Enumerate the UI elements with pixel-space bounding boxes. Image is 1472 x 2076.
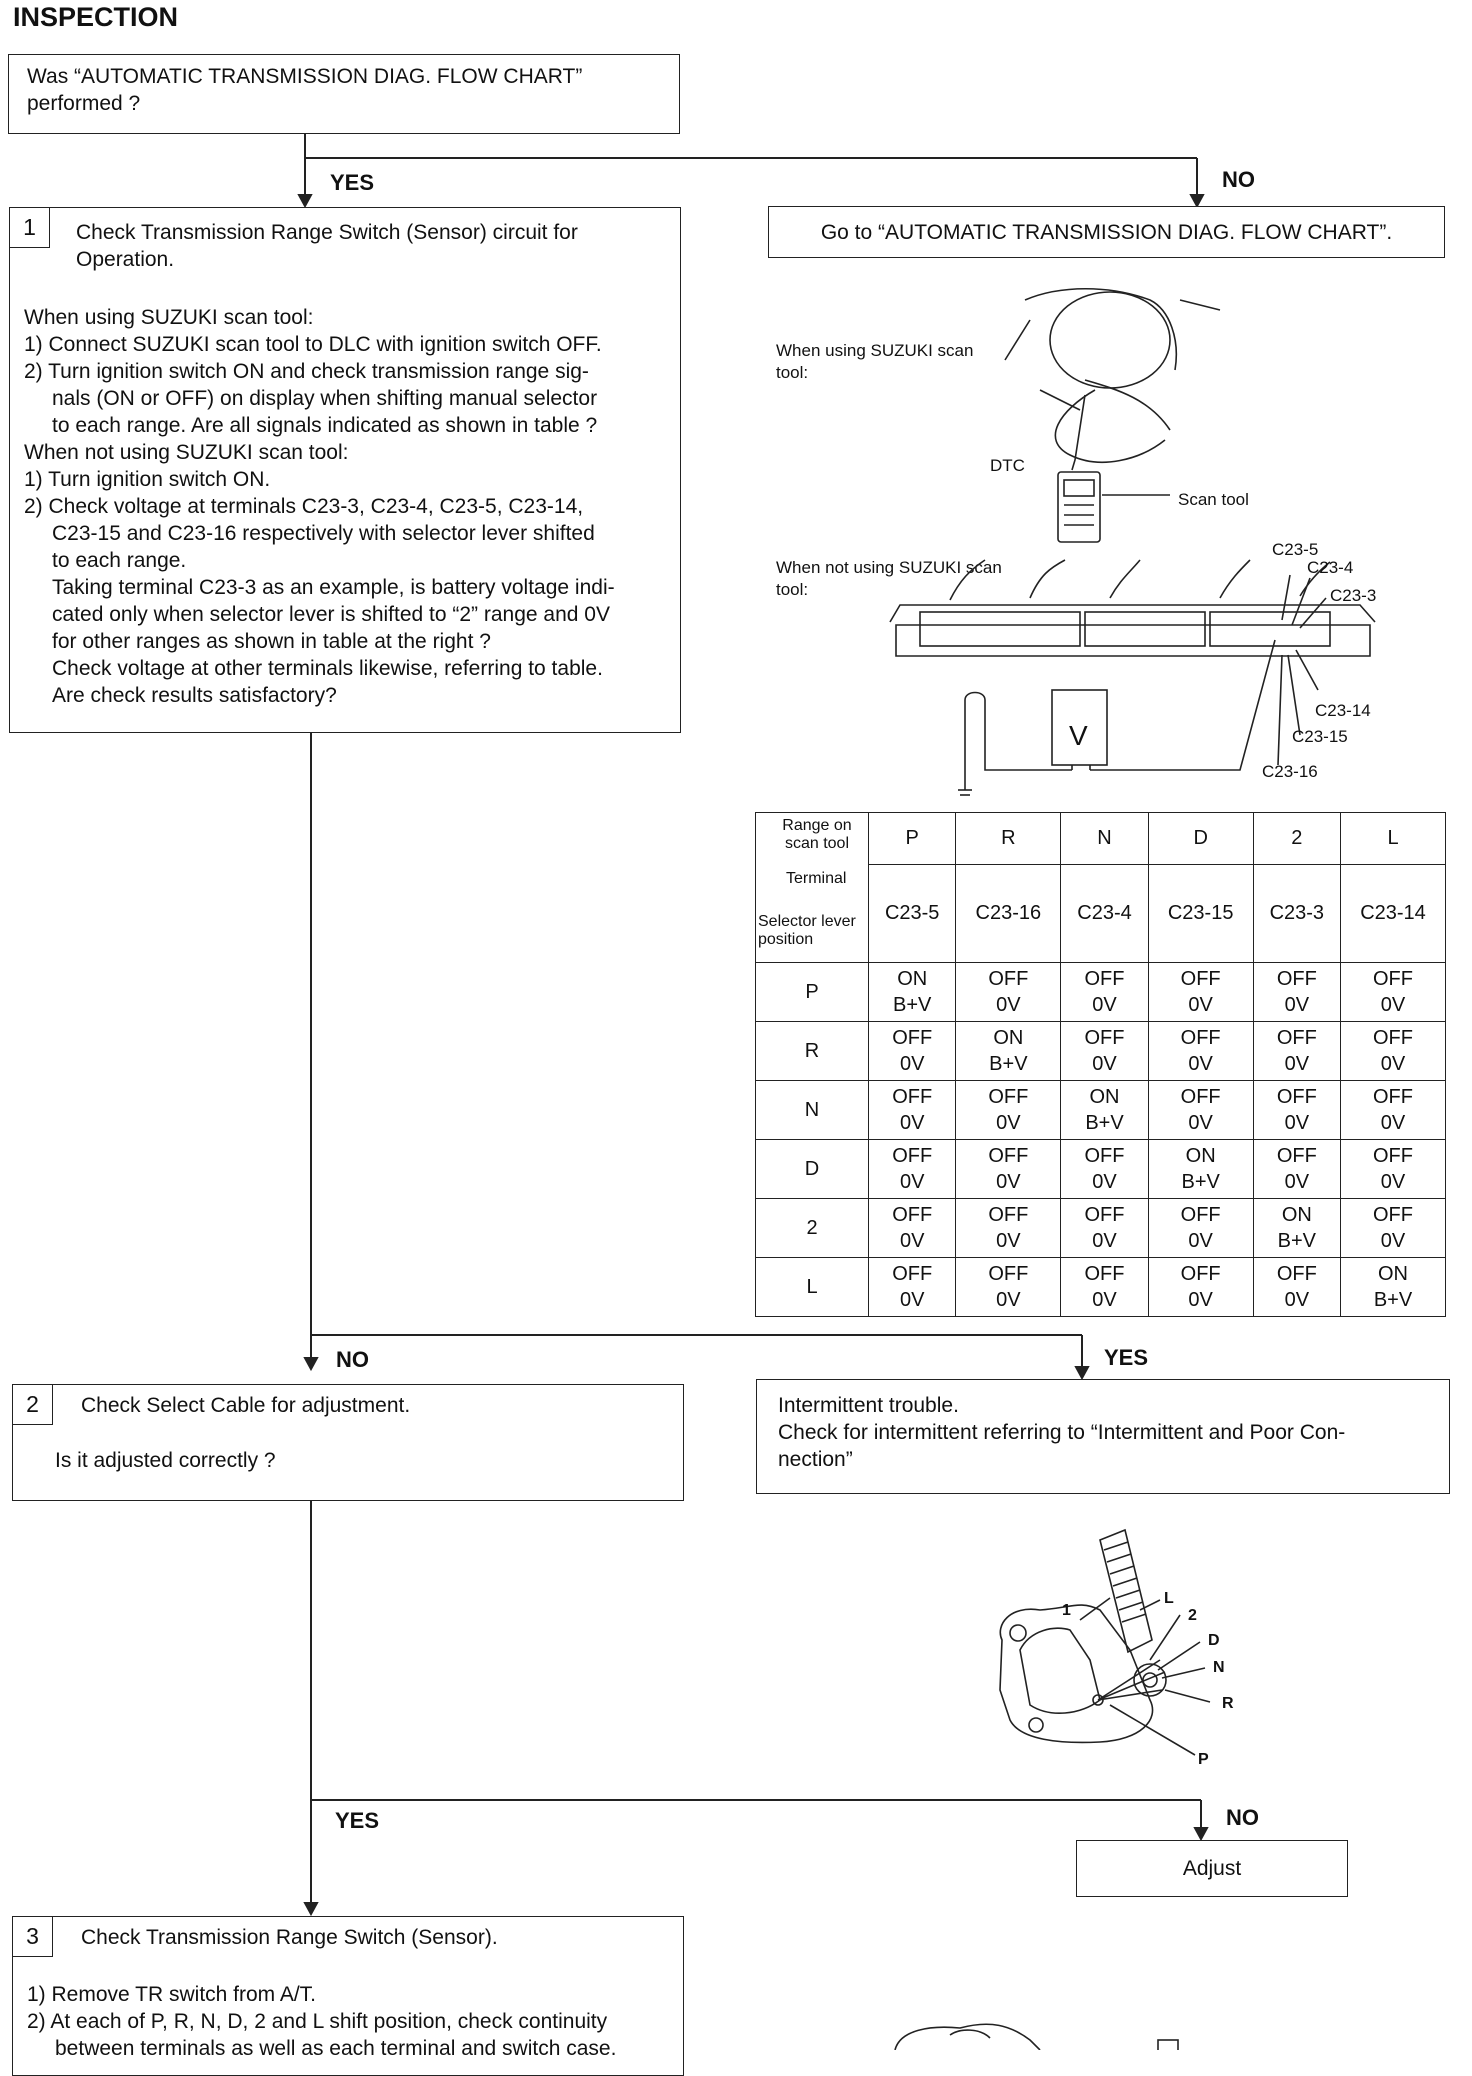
lever-label-p: P: [1198, 1751, 1209, 1768]
cell-voltage: 0V: [996, 1230, 1021, 1252]
cell-voltage: 0V: [1092, 1230, 1117, 1252]
yes-label-1: YES: [330, 170, 375, 195]
cell-voltage: B+V: [1373, 1289, 1413, 1311]
step3-line: 1) Remove TR switch from A/T.: [27, 1983, 317, 2006]
cell-state: OFF: [1084, 1204, 1125, 1226]
selector-position: P: [756, 963, 869, 1022]
step1-line: 1) Turn ignition switch ON.: [24, 468, 271, 491]
step2-number: 2: [13, 1385, 53, 1425]
step1-line: Taking terminal C23-3 as an example, is battery voltage indi-: [52, 576, 615, 599]
terminal-c23-14: C23-14: [1315, 701, 1371, 720]
cell-voltage: 0V: [996, 994, 1021, 1016]
range-header: P: [869, 813, 956, 865]
step1-line: Are check results satisfactory?: [52, 684, 337, 707]
selector-position: D: [756, 1140, 869, 1199]
noscan-caption: When not using SUZUKI scan tool:: [776, 558, 1002, 599]
step1-line: for other ranges as shown in table at the right ?: [52, 630, 491, 653]
scan-tool-label: Scan tool: [1178, 490, 1249, 509]
scan-tool-caption: When using SUZUKI scan tool:: [776, 341, 974, 382]
cell-state: OFF: [1084, 1263, 1125, 1285]
cell-state: OFF: [988, 1086, 1029, 1108]
no-label-1: NO: [1222, 167, 1255, 192]
selector-position: L: [756, 1258, 869, 1317]
cell-state: OFF: [1373, 1086, 1413, 1108]
cell-state: ON: [1185, 1145, 1216, 1167]
cell-voltage: 0V: [1284, 1289, 1310, 1311]
cell-state: OFF: [892, 1086, 933, 1108]
cell-voltage: 0V: [1380, 1053, 1406, 1075]
terminal-c23-5: C23-5: [1272, 540, 1319, 559]
step1-line: C23-15 and C23-16 respectively with selector lever shifted: [52, 522, 595, 545]
cell-voltage: 0V: [1092, 1289, 1117, 1311]
goto-text: Go to “AUTOMATIC TRANSMISSION DIAG. FLOW CHART”.: [820, 220, 1393, 244]
voltmeter-symbol: V: [1069, 720, 1088, 751]
cell-voltage: 0V: [1092, 1053, 1117, 1075]
cell-voltage: 0V: [1188, 994, 1213, 1016]
cell-state: OFF: [1180, 1204, 1221, 1226]
cell-state: ON: [1089, 1086, 1120, 1108]
step1-line: When not using SUZUKI scan tool:: [24, 441, 349, 464]
no-label-2: NO: [336, 1347, 369, 1372]
cell-voltage: 0V: [996, 1171, 1021, 1193]
cell-state: OFF: [1276, 1027, 1317, 1049]
terminal-header: C23-5: [869, 865, 956, 963]
cell-voltage: 0V: [1284, 994, 1310, 1016]
header-selector: Selector lever position: [758, 913, 856, 948]
selector-position: R: [756, 1022, 869, 1081]
cell-voltage: 0V: [1380, 1112, 1406, 1134]
cell-voltage: 0V: [899, 1230, 925, 1252]
cell-state: OFF: [1084, 968, 1125, 990]
step1-title: Check Transmission Range Switch (Sensor) circuit for Operation.: [76, 221, 578, 271]
selector-position: N: [756, 1081, 869, 1140]
cell-state: OFF: [1180, 1027, 1221, 1049]
step3-title: Check Transmission Range Switch (Sensor).: [81, 1926, 498, 1949]
header-terminal: Terminal: [786, 870, 847, 887]
yes-label-2: YES: [1104, 1345, 1149, 1370]
terminal-c23-3: C23-3: [1330, 586, 1377, 605]
header-range: Range on scan tool: [782, 817, 852, 852]
cell-state: OFF: [1276, 968, 1317, 990]
step1-line: nals (ON or OFF) on display when shifting manual selector: [52, 387, 598, 410]
dtc-label: DTC: [990, 456, 1025, 475]
cell-state: OFF: [988, 1263, 1029, 1285]
cell-voltage: 0V: [899, 1053, 925, 1075]
range-header: D: [1148, 813, 1253, 865]
question-text: Was “AUTOMATIC TRANSMISSION DIAG. FLOW CHART” performed ?: [27, 65, 583, 115]
cell-state: OFF: [1373, 1027, 1413, 1049]
no-label-3: NO: [1226, 1805, 1259, 1830]
cell-voltage: 0V: [1284, 1171, 1310, 1193]
cell-state: OFF: [1084, 1027, 1125, 1049]
terminal-c23-15: C23-15: [1292, 727, 1348, 746]
cell-state: OFF: [1180, 968, 1221, 990]
cell-voltage: 0V: [1188, 1112, 1213, 1134]
cell-voltage: 0V: [1284, 1112, 1310, 1134]
lever-label-1: 1: [1062, 1602, 1071, 1619]
cell-voltage: 0V: [1284, 1053, 1310, 1075]
range-header: N: [1061, 813, 1148, 865]
range-header: R: [956, 813, 1061, 865]
cell-state: OFF: [892, 1145, 933, 1167]
terminal-header: C23-4: [1061, 865, 1148, 963]
cell-state: ON: [1281, 1204, 1312, 1226]
cell-voltage: 0V: [899, 1289, 925, 1311]
cell-voltage: 0V: [899, 1171, 925, 1193]
adjust-text: Adjust: [1182, 1857, 1242, 1880]
step1-line: 2) Check voltage at terminals C23-3, C23-4, C23-5, C23-14,: [24, 495, 584, 518]
cell-state: ON: [993, 1027, 1024, 1049]
step1-line: 1) Connect SUZUKI scan tool to DLC with ignition switch OFF.: [24, 333, 602, 356]
step1-line: cated only when selector lever is shifted to “2” range and 0V: [52, 603, 610, 626]
step3-line: between terminals as well as each terminal and switch case.: [55, 2037, 617, 2060]
cell-voltage: 0V: [1092, 1171, 1117, 1193]
cell-voltage: 0V: [1380, 1230, 1406, 1252]
yes-label-3: YES: [335, 1808, 380, 1833]
step1-line: Check voltage at other terminals likewise, referring to table.: [52, 657, 603, 680]
step1-line: to each range.: [52, 549, 187, 572]
cell-voltage: 0V: [1092, 994, 1117, 1016]
cell-state: ON: [897, 968, 928, 990]
intermittent-line: Check for intermittent referring to “Intermittent and Poor Con-: [778, 1421, 1346, 1444]
cell-state: OFF: [1180, 1263, 1221, 1285]
range-header: 2: [1253, 813, 1340, 865]
lever-label-n: N: [1213, 1659, 1225, 1676]
cell-voltage: 0V: [996, 1289, 1021, 1311]
cell-voltage: 0V: [1380, 1171, 1406, 1193]
cell-state: OFF: [892, 1027, 933, 1049]
cell-state: OFF: [988, 1145, 1029, 1167]
cell-state: OFF: [1373, 1145, 1413, 1167]
cell-state: OFF: [1373, 1204, 1413, 1226]
cell-voltage: B+V: [1277, 1230, 1316, 1252]
cell-voltage: B+V: [989, 1053, 1028, 1075]
terminal-c23-16: C23-16: [1262, 762, 1318, 781]
step1-line: When using SUZUKI scan tool:: [24, 306, 314, 329]
cell-state: OFF: [892, 1263, 933, 1285]
cell-state: OFF: [1373, 968, 1413, 990]
step2-question: Is it adjusted correctly ?: [55, 1449, 276, 1472]
terminal-header: C23-15: [1148, 865, 1253, 963]
page-title: INSPECTION: [13, 2, 179, 32]
step1-line: 2) Turn ignition switch ON and check transmission range sig-: [24, 360, 589, 383]
cell-state: OFF: [988, 1204, 1029, 1226]
cell-state: ON: [1378, 1263, 1408, 1285]
cell-state: OFF: [1276, 1145, 1317, 1167]
step1-line: to each range. Are all signals indicated as shown in table ?: [52, 414, 598, 437]
cell-state: OFF: [892, 1204, 933, 1226]
step1-number: 1: [10, 208, 50, 248]
range-header: L: [1341, 813, 1446, 865]
cell-state: OFF: [1180, 1086, 1221, 1108]
cell-voltage: 0V: [1380, 994, 1406, 1016]
terminal-header: C23-3: [1253, 865, 1340, 963]
terminal-header: C23-14: [1341, 865, 1446, 963]
step3-number: 3: [13, 1917, 53, 1957]
terminal-c23-4: C23-4: [1307, 558, 1354, 577]
lever-label-l: L: [1164, 1590, 1174, 1607]
step2-title: Check Select Cable for adjustment.: [81, 1394, 411, 1417]
cell-voltage: 0V: [996, 1112, 1021, 1134]
cell-voltage: B+V: [893, 994, 932, 1016]
cell-state: OFF: [1084, 1145, 1125, 1167]
cell-voltage: 0V: [1188, 1230, 1213, 1252]
cell-voltage: B+V: [1085, 1112, 1124, 1134]
intermittent-line: Intermittent trouble.: [778, 1394, 959, 1417]
lever-label-d: D: [1208, 1632, 1220, 1649]
cell-state: OFF: [988, 968, 1029, 990]
cell-state: OFF: [1276, 1263, 1317, 1285]
cell-voltage: 0V: [899, 1112, 925, 1134]
cell-voltage: 0V: [1188, 1053, 1213, 1075]
cell-voltage: 0V: [1188, 1289, 1213, 1311]
terminal-header: C23-16: [956, 865, 1061, 963]
step3-line: 2) At each of P, R, N, D, 2 and L shift position, check continuity: [27, 2010, 608, 2033]
lever-label-2: 2: [1188, 1607, 1197, 1624]
cell-state: OFF: [1276, 1086, 1317, 1108]
selector-position: 2: [756, 1199, 869, 1258]
lever-label-r: R: [1222, 1695, 1234, 1712]
intermittent-line: nection”: [778, 1448, 853, 1471]
cell-voltage: B+V: [1181, 1171, 1220, 1193]
